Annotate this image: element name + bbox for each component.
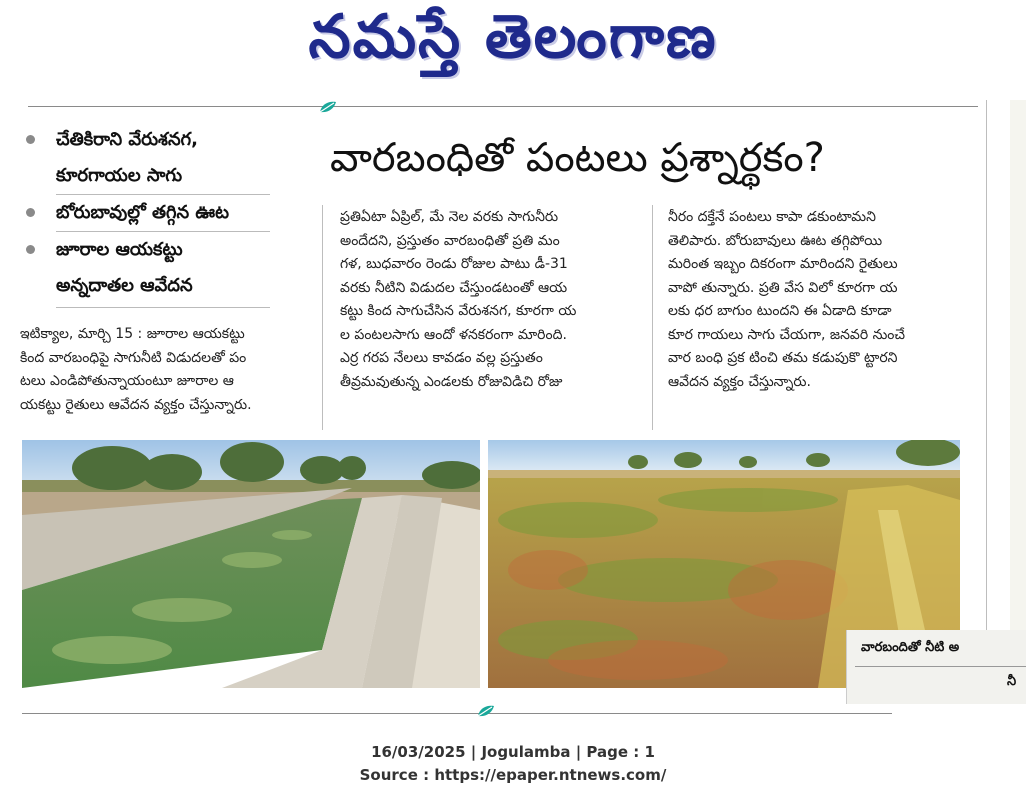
bullets-bottom-divider: [56, 307, 270, 308]
photo-caption-text: నీ: [1007, 674, 1017, 689]
edition-info: 16/03/2025 | Jogulamba | Page : 1: [371, 743, 655, 761]
bottom-divider: [22, 713, 892, 714]
text-line: తెలిపారు. బోరుబావులు ఊట తగ్గిపోయి: [668, 232, 883, 249]
bullet-item: [20, 232, 270, 304]
bullet-dot-icon: [26, 135, 35, 144]
bullet-item: [20, 122, 270, 194]
bullet-line: జూరాల ఆయకట్టు: [56, 239, 183, 260]
text-line: టలు ఎండిపోతున్నాయంటూ జూరాల ఆ: [20, 373, 234, 389]
canal-photo: [22, 440, 480, 688]
bullet-dot-icon: [26, 208, 35, 217]
source-link[interactable]: Source : https://epaper.ntnews.com/: [359, 766, 667, 784]
bullet-line: కూరగాయల సాగు: [56, 165, 183, 186]
article-column-left: [20, 323, 315, 417]
photo-caption-box: [846, 630, 1026, 704]
adjacent-article-strip: [1010, 100, 1026, 630]
photo-caption-text: వారబందితో నీటి అ: [861, 640, 960, 655]
text-line: కట్టు కింద సాగుచేసిన వేరుశనగ, కూరగా య: [340, 303, 577, 319]
text-line: వరకు నీటిని విడుదల చేస్తుండటంతో ఆయ: [340, 279, 568, 296]
article-column-middle: [340, 206, 645, 394]
text-line: ఎర్ర గరప నేలలు కావడం వల్ల ప్రస్తుతం: [340, 350, 543, 366]
text-line: అందేదని, ప్రస్తుతం వారబంధితో ప్రతి మం: [340, 232, 560, 249]
leaf-ornament-icon: [476, 704, 496, 718]
bullet-line: బోరుబావుల్లో తగ్గిన ఊట: [56, 202, 229, 223]
right-column-border: [986, 100, 987, 630]
text-line: నీరం దక్తేనే పంటలు కాపా డకుంటామని: [668, 209, 876, 225]
text-line: ఇటిక్యాల, మార్చి 15 : జూరాల ఆయకట్టు: [20, 326, 245, 342]
bullet-line: చేతికిరాని వేరుశనగ,: [56, 129, 198, 150]
article-column-right: [668, 206, 973, 394]
text-line: మరింత ఇబ్బం దికరంగా మారిందని రైతులు: [668, 256, 898, 272]
leaf-ornament-icon: [318, 100, 338, 114]
text-line: వాపో తున్నారు. ప్రతి వేస విలో కూరగా య: [668, 279, 898, 296]
text-line: ఆవేదన వ్యక్తం చేస్తున్నారు.: [668, 373, 811, 390]
text-line: వార బంధి ప్రక టించి తమ కడుపుకొ ట్టారని: [668, 350, 898, 366]
column-divider: [652, 205, 653, 430]
article-headline: వారబంధితో పంటలు ప్రశ్నార్థకం?: [330, 135, 825, 181]
bullet-item: [20, 195, 270, 231]
text-line: గళ, బుధవారం రెండు రోజుల పాటు డీ-31: [340, 256, 568, 272]
column-divider: [322, 205, 323, 430]
text-line: ల పంటలసాగు ఆందో ళనకరంగా మారింది.: [340, 326, 567, 343]
masthead: [0, 0, 1026, 90]
top-divider: [28, 106, 978, 107]
bullet-line: అన్నదాతల ఆవేదన: [56, 275, 193, 296]
bullet-dot-icon: [26, 245, 35, 254]
highlight-bullets: [20, 122, 270, 304]
text-line: కింద వారబంధిపై సాగునీటి విడుదలతో పం: [20, 349, 247, 366]
newspaper-logo: నమస్తే తెలంగాణ: [308, 2, 718, 72]
text-line: యకట్టు రైతులు ఆవేదన వ్యక్తం చేస్తున్నారు.: [20, 396, 252, 413]
text-line: ప్రతిఏటా ఏప్రిల్, మే నెల వరకు సాగునీరు: [340, 209, 559, 225]
text-line: తీవ్రమవుతున్న ఎండలకు రోజువిడిచి రోజు: [340, 373, 563, 390]
text-line: కూర గాయలు సాగు చేయగా, జనవరి నుంచే: [668, 326, 906, 343]
caption-divider: [855, 666, 1026, 667]
text-line: లకు ధర బాగుం టుందని ఈ ఏడాది కూడా: [668, 303, 892, 319]
